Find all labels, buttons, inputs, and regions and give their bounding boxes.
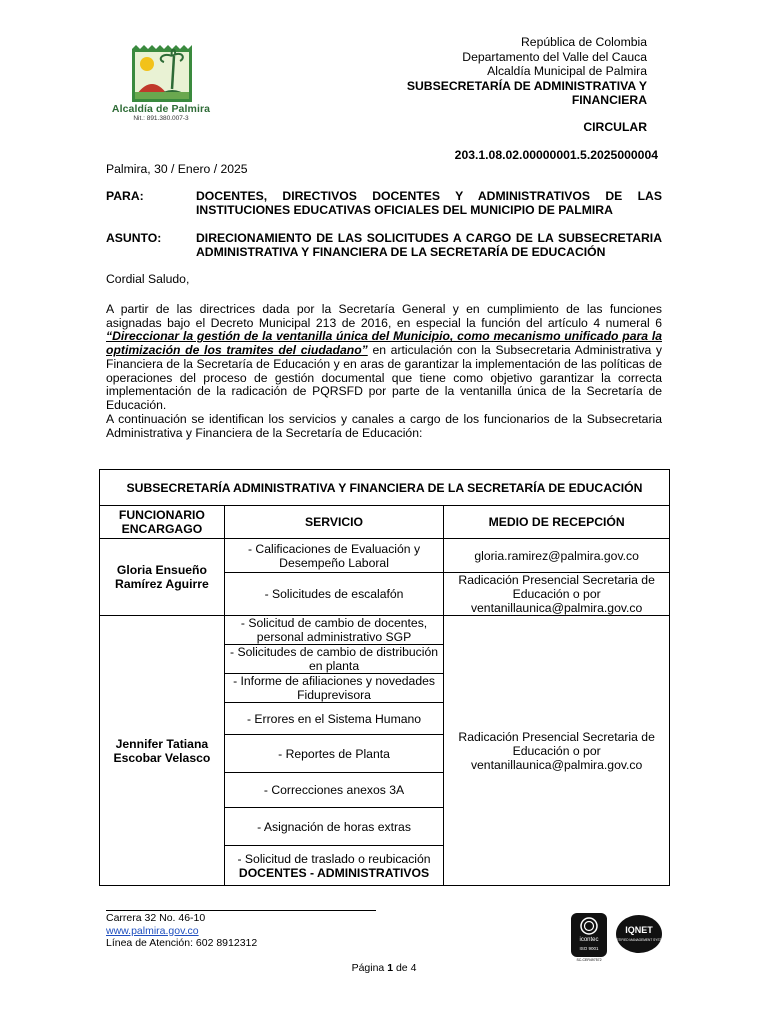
footer-divider	[106, 910, 376, 911]
document-type: CIRCULAR	[583, 120, 647, 134]
service-cell: - Solicitudes de cambio de distribución en planta	[224, 645, 443, 674]
table-header-funcionario: FUNCIONARIO ENCARGAGO	[100, 506, 225, 539]
services-table	[99, 469, 670, 886]
table-row	[100, 616, 670, 645]
greeting: Cordial Saludo,	[106, 272, 190, 286]
iqnet-sublabel: CERTIFIED MANAGEMENT SYSTEM	[611, 938, 667, 942]
body-p1-start: A partir de las directrices dada por la Secretaría General y en cumplimiento de las funciones asignadas bajo el Decreto Municipal 213 de 2016, en especial la función del artículo 4 numeral 6	[106, 302, 662, 330]
body-p1-end: en articulación con la Subsecretaria Administrativa y Financiera de la Secretaría de Educación y en aras de garantizar la implementación de las políticas de operaciones del proceso de gestión documental que tiene como objetivo garantizar la correcta implementación de la radicación de PQRSFD por parte de la ventanilla única de la Secretaría de Educación.	[106, 343, 662, 412]
asunto-field	[106, 231, 662, 261]
iqnet-certification-logo	[611, 914, 667, 954]
service-cell	[224, 846, 443, 886]
body-paragraph-2: A continuación se identifican los servicios y canales a cargo de los funcionarios de la Subsecretaria Administrativa y Financiera de la Secretaría de Educación:	[106, 412, 662, 440]
body-paragraph-1	[106, 303, 662, 413]
table-header-medio: MEDIO DE RECEPCIÓN	[444, 506, 670, 539]
page-number	[0, 962, 768, 974]
footer-phone: Línea de Atención: 602 8912312	[106, 937, 258, 949]
service-text-bold: DOCENTES - ADMINISTRATIVOS	[238, 865, 430, 880]
header-department: Departamento del Valle del Cauca	[462, 49, 647, 64]
reception-cell: Radicación Presencial Secretaria de Educación o por ventanillaunica@palmira.gov.co	[444, 616, 670, 886]
page-total: 4	[410, 962, 417, 974]
para-value: DOCENTES, DIRECTIVOS DOCENTES Y ADMINISTRATIVOS DE LAS INSTITUCIONES EDUCATIVAS OFICIALES DEL MUNICIPIO DE PALMIRA	[196, 189, 662, 217]
logo-title: Alcaldía de Palmira	[111, 103, 211, 115]
iso-label: ISO 9001	[579, 946, 599, 951]
service-cell: - Calificaciones de Evaluación y Desempeño Laboral	[224, 539, 443, 573]
service-cell: - Reportes de Planta	[224, 735, 443, 773]
header-office-line1: SUBSECRETARÍA DE ADMINISTRATIVA Y	[406, 78, 647, 93]
reception-cell: Radicación Presencial Secretaria de Educación o por ventanillaunica@palmira.gov.co	[444, 573, 670, 616]
header-country: República de Colombia	[520, 35, 647, 49]
para-label: PARA:	[106, 189, 144, 203]
service-cell: - Informe de afiliaciones y novedades Fiduprevisora	[224, 674, 443, 703]
cert-code: SC-CER497572	[576, 958, 602, 962]
asunto-value: DIRECIONAMIENTO DE LAS SOLICITUDES A CARGO DE LA SUBSECRETARIA ADMINISTRATIVA Y FINANCIERA DE LA SECRETARÍA DE EDUCACIÓN	[196, 231, 662, 259]
para-field	[106, 189, 662, 219]
icontec-label: icontec	[579, 937, 599, 943]
service-cell: - Correcciones anexos 3A	[224, 773, 443, 808]
asunto-label: ASUNTO:	[106, 231, 162, 245]
service-cell: - Errores en el Sistema Humano	[224, 703, 443, 735]
table-title: SUBSECRETARÍA ADMINISTRATIVA Y FINANCIERA DE LA SECRETARÍA DE EDUCACIÓN	[100, 470, 670, 506]
body-p1-quote: “Direccionar la gestión de la ventanilla única del Municipio, como mecanismo unificado para la optimización de los tramites del ciudadano”	[106, 329, 662, 358]
page-prefix: Página	[351, 962, 385, 974]
service-text: - Solicitud de traslado o reubicación	[237, 851, 431, 866]
logo-nit: Nit.: 891.380.007-3	[133, 115, 189, 122]
document-code: 203.1.08.02.00000001.5.2025000004	[454, 148, 658, 162]
page-current: 1	[387, 962, 394, 974]
header-municipality: Alcaldía Municipal de Palmira	[487, 64, 647, 78]
person-name: Jennifer Tatiana Escobar Velasco	[100, 616, 225, 886]
service-cell: - Asignación de horas extras	[224, 808, 443, 846]
service-cell: - Solicitudes de escalafón	[224, 573, 443, 616]
service-cell: - Solicitud de cambio de docentes, personal administrativo SGP	[224, 616, 443, 645]
header-office-line2: FINANCIERA	[571, 93, 647, 107]
page-sep: de	[395, 962, 408, 974]
reception-email: gloria.ramirez@palmira.gov.co	[444, 539, 670, 573]
footer-website-link[interactable]: www.palmira.gov.co	[106, 924, 199, 937]
person-name: Gloria Ensueño Ramírez Aguirre	[100, 539, 225, 616]
letterhead	[407, 35, 647, 108]
iqnet-label: IQNET	[625, 925, 653, 935]
icontec-certification-logo	[570, 912, 608, 962]
table-row	[100, 539, 670, 573]
footer-contact	[106, 912, 257, 950]
document-date: Palmira, 30 / Enero / 2025	[106, 162, 248, 176]
table-header-servicio: SERVICIO	[224, 506, 443, 539]
footer-address: Carrera 32 No. 46-10	[106, 912, 206, 924]
